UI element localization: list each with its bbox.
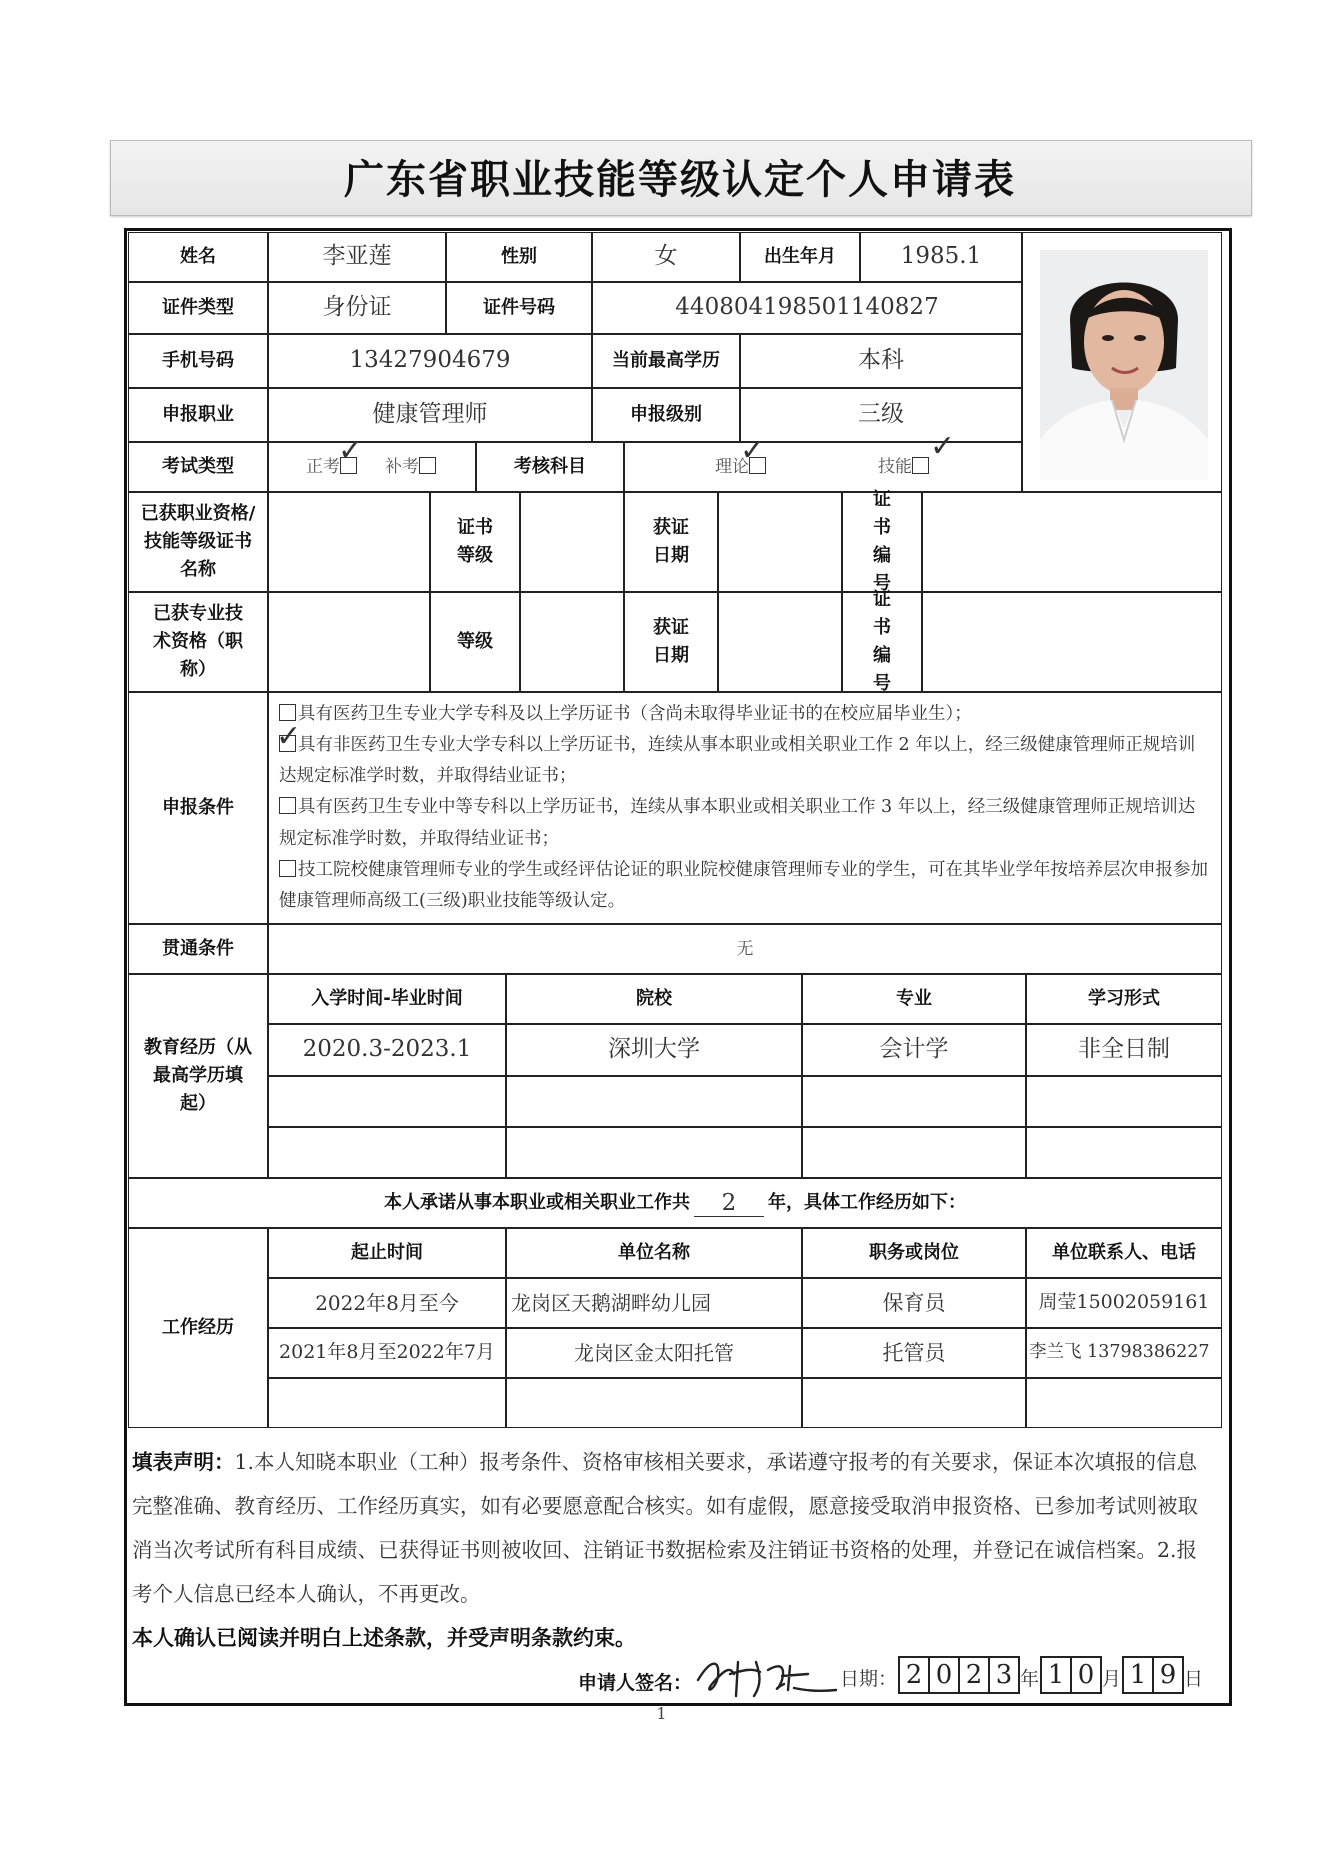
title-date-value[interactable] — [718, 592, 842, 692]
education-value[interactable]: 本科 — [740, 334, 1022, 388]
occupation-label: 申报职业 — [128, 388, 268, 442]
edu-header-school: 院校 — [506, 974, 802, 1024]
work-header-position: 职务或岗位 — [802, 1228, 1026, 1278]
work-contact[interactable]: 李兰飞 13798386227 — [1026, 1328, 1222, 1378]
condition-checkbox[interactable] — [279, 860, 296, 877]
conditions-list — [268, 692, 1222, 924]
edu-empty-cell[interactable] — [802, 1076, 1026, 1127]
work-history-label: 工作经历 — [128, 1228, 268, 1428]
name-label: 姓名 — [128, 232, 268, 282]
title-level-value[interactable] — [520, 592, 624, 692]
exam-subject-label: 考核科目 — [476, 442, 624, 492]
title-name-label: 已获专业技术资格（职称） — [128, 592, 268, 692]
makeup-exam-option[interactable]: 补考 — [385, 454, 438, 480]
name-value[interactable]: 李亚莲 — [268, 232, 446, 282]
edu-empty-cell[interactable] — [268, 1127, 506, 1178]
declaration-confirm: 本人确认已阅读并明白上述条款，并受声明条款约束。 — [132, 1626, 636, 1650]
work-years-value[interactable]: 2 — [694, 1190, 764, 1217]
edu-empty-cell[interactable] — [802, 1127, 1026, 1178]
date-digit[interactable]: 2 — [958, 1656, 990, 1694]
cert-level-label: 证书等级 — [430, 492, 520, 592]
edu-major[interactable]: 会计学 — [802, 1024, 1026, 1076]
pass-through-label: 贯通条件 — [128, 924, 268, 974]
signature-image[interactable] — [690, 1640, 840, 1702]
condition-item[interactable]: 具有非医药卫生专业大学专科以上学历证书，连续从事本职业或相关职业工作 2 年以上，经三级健康管理师正规培训达规定标准学时数，并取得结业证书； — [279, 735, 1196, 787]
cert-name-value[interactable] — [268, 492, 430, 592]
cert-no-value[interactable] — [922, 492, 1222, 592]
skill-option[interactable]: 技能 — [878, 454, 931, 480]
edu-header-mode: 学习形式 — [1026, 974, 1222, 1024]
theory-check-mark-icon: ✓ — [740, 433, 766, 468]
date-digit[interactable]: 0 — [1070, 1656, 1102, 1694]
declaration-heading: 填表声明： — [132, 1450, 235, 1474]
level-value[interactable]: 三级 — [740, 388, 1022, 442]
declaration — [132, 1440, 1217, 1616]
work-years-prefix: 本人承诺从事本职业或相关职业工作共 — [384, 1192, 690, 1214]
cert-date-value[interactable] — [718, 492, 842, 592]
id-number-label: 证件号码 — [446, 282, 592, 334]
page-number: 1 — [656, 1704, 667, 1723]
birth-value[interactable]: 1985.1 — [860, 232, 1022, 282]
education-label: 当前最高学历 — [592, 334, 740, 388]
date-digit[interactable]: 2 — [898, 1656, 930, 1694]
id-type-value[interactable]: 身份证 — [268, 282, 446, 334]
title-name-value[interactable] — [268, 592, 430, 692]
work-years-row — [128, 1178, 1222, 1228]
conditions-label: 申报条件 — [128, 692, 268, 924]
year-label: 年 — [1020, 1668, 1040, 1690]
edu-empty-cell[interactable] — [506, 1076, 802, 1127]
work-contact[interactable]: 周莹15002059161 — [1026, 1278, 1222, 1328]
title-no-label: 证书编号 — [842, 592, 922, 692]
edu-empty-cell[interactable] — [268, 1076, 506, 1127]
edu-school[interactable]: 深圳大学 — [506, 1024, 802, 1076]
gender-value[interactable]: 女 — [592, 232, 740, 282]
date-digit[interactable]: 9 — [1152, 1656, 1184, 1694]
exam-type-options — [268, 442, 476, 492]
date-digit[interactable]: 1 — [1040, 1656, 1072, 1694]
work-position[interactable]: 保育员 — [802, 1278, 1026, 1328]
exam-type-label: 考试类型 — [128, 442, 268, 492]
work-empty-cell[interactable] — [802, 1378, 1026, 1428]
pass-through-value[interactable]: 无 — [268, 924, 1222, 974]
condition-check-mark-icon: ✓ — [276, 719, 302, 754]
title-date-label: 获证日期 — [624, 592, 718, 692]
edu-header-period: 入学时间-毕业时间 — [268, 974, 506, 1024]
phone-label: 手机号码 — [128, 334, 268, 388]
work-empty-cell[interactable] — [268, 1378, 506, 1428]
id-type-label: 证件类型 — [128, 282, 268, 334]
month-label: 月 — [1102, 1668, 1122, 1690]
declaration-body: 1.本人知晓本职业（工种）报考条件、资格审核相关要求，承诺遵守报考的有关要求，保证本次填报的信息完整准确、教育经历、工作经历真实，如有必要愿意配合核实。如有虚假，愿意接受取消申报资格、已参加考试则被取消当次考试所有科目成绩、已获得证书则被收回、注销证书数据检索及注销证书资格的处理，并登记在诚信档案。2.报考个人信息已经本人确认，不再更改。 — [132, 1450, 1198, 1607]
edu-empty-cell[interactable] — [506, 1127, 802, 1178]
edu-header-major: 专业 — [802, 974, 1026, 1024]
signature-label: 申请人签名： — [578, 1672, 693, 1694]
edu-empty-cell[interactable] — [1026, 1076, 1222, 1127]
skill-checkbox[interactable] — [912, 457, 929, 474]
work-empty-cell[interactable] — [506, 1378, 802, 1428]
cert-name-label: 已获职业资格/技能等级证书名称 — [128, 492, 268, 592]
title-no-value[interactable] — [922, 592, 1222, 692]
makeup-checkbox[interactable] — [419, 457, 436, 474]
work-header-employer: 单位名称 — [506, 1228, 802, 1278]
condition-checkbox[interactable] — [279, 797, 296, 814]
regular-exam-option[interactable]: 正考 — [306, 454, 359, 480]
level-label: 申报级别 — [592, 388, 740, 442]
applicant-photo — [1040, 250, 1208, 480]
condition-item[interactable]: 具有医药卫生专业中等专科以上学历证书，连续从事本职业或相关职业工作 3 年以上，经三级健康管理师正规培训达规定标准学时数，并取得结业证书； — [279, 797, 1196, 849]
regular-check-mark-icon: ✓ — [338, 433, 364, 468]
education-history-label: 教育经历（从最高学历填起） — [128, 974, 268, 1178]
theory-option[interactable]: 理论 — [715, 454, 768, 480]
condition-item[interactable]: 技工院校健康管理师专业的学生或经评估论证的职业院校健康管理师专业的学生，可在其毕业学年按培养层次申报参加健康管理师高级工(三级)职业技能等级认定。 — [279, 859, 1208, 911]
work-header-period: 起止时间 — [268, 1228, 506, 1278]
work-employer[interactable]: 龙岗区金太阳托管 — [506, 1328, 802, 1378]
exam-subject-options — [624, 442, 1022, 492]
day-label: 日 — [1184, 1668, 1204, 1690]
date-digit[interactable]: 1 — [1122, 1656, 1154, 1694]
id-number-value[interactable]: 440804198501140827 — [592, 282, 1022, 334]
edu-mode[interactable]: 非全日制 — [1026, 1024, 1222, 1076]
skill-check-mark-icon: ✓ — [930, 429, 956, 464]
work-employer[interactable]: 龙岗区天鹅湖畔幼儿园 — [506, 1278, 802, 1328]
work-years-suffix: 年，具体工作经历如下： — [768, 1192, 966, 1214]
condition-item[interactable]: 具有医药卫生专业大学专科及以上学历证书（含尚未取得毕业证书的在校应届毕业生）； — [279, 699, 972, 730]
gender-label: 性别 — [446, 232, 592, 282]
occupation-value[interactable]: 健康管理师 — [268, 388, 592, 442]
work-period[interactable]: 2021年8月至2022年7月 — [268, 1328, 506, 1378]
cert-level-value[interactable] — [520, 492, 624, 592]
phone-value[interactable]: 13427904679 — [268, 334, 592, 388]
title-level-label: 等级 — [430, 592, 520, 692]
work-position[interactable]: 托管员 — [802, 1328, 1026, 1378]
date-digit[interactable]: 0 — [928, 1656, 960, 1694]
edu-period[interactable]: 2020.3-2023.1 — [268, 1024, 506, 1076]
work-header-contact: 单位联系人、电话 — [1026, 1228, 1222, 1278]
edu-empty-cell[interactable] — [1026, 1127, 1222, 1178]
form-title: 广东省职业技能等级认定个人申请表 — [344, 157, 1016, 203]
cert-no-label: 证书编号 — [842, 492, 922, 592]
work-empty-cell[interactable] — [1026, 1378, 1222, 1428]
date-digit[interactable]: 3 — [988, 1656, 1020, 1694]
cert-date-label: 获证日期 — [624, 492, 718, 592]
date-label: 日期： — [840, 1668, 898, 1690]
work-period[interactable]: 2022年8月至今 — [268, 1278, 506, 1328]
birth-label: 出生年月 — [740, 232, 860, 282]
